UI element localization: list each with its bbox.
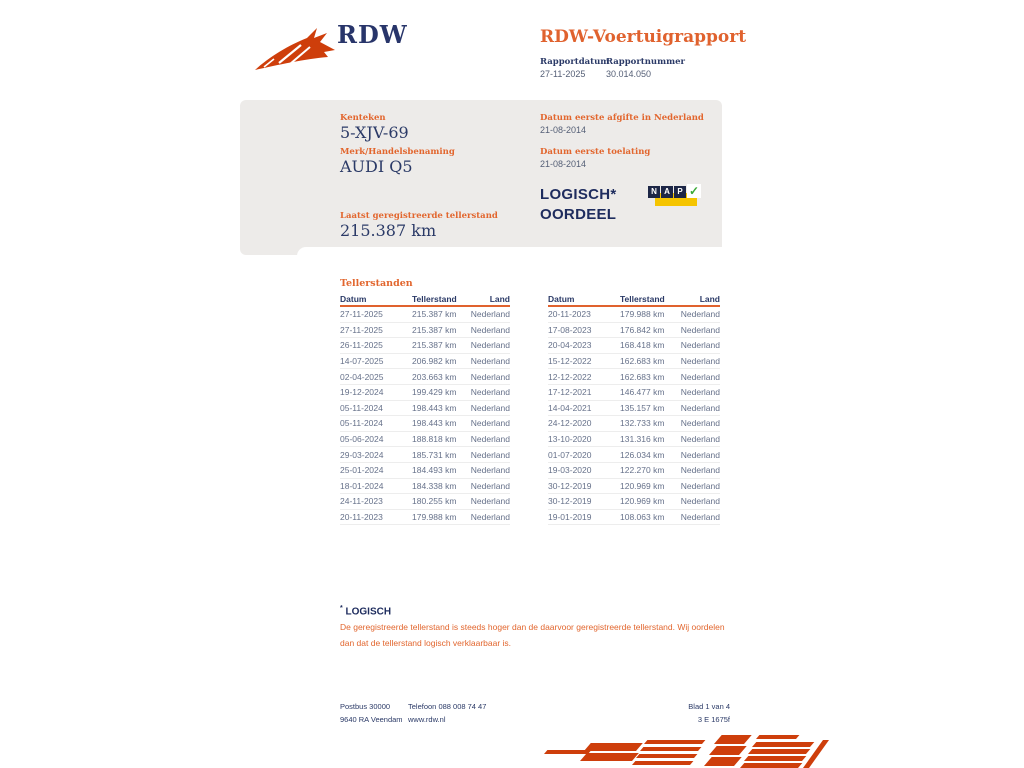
country-cell: Nederland: [680, 356, 720, 367]
country-cell: Nederland: [470, 496, 510, 507]
country-cell: Nederland: [470, 480, 510, 491]
table-row: [340, 307, 510, 323]
date-cell: 20-11-2023: [548, 309, 591, 320]
table-row: [548, 369, 720, 385]
table-row: [340, 416, 510, 432]
date-cell: 18-01-2024: [340, 480, 384, 491]
table-row: [340, 369, 510, 385]
table-header: [548, 290, 720, 307]
footer-website: www.rdw.nl: [408, 715, 446, 724]
date-cell: 25-01-2024: [340, 465, 384, 476]
country-cell: Nederland: [470, 449, 510, 460]
merk-label: Merk/Handelsbenaming: [340, 147, 455, 157]
odometer-cell: 131.316 km: [620, 434, 665, 445]
footer-contact: [408, 700, 486, 726]
odometer-cell: 199.429 km: [412, 387, 457, 398]
note-text: De geregistreerde tellerstand is steeds hoger dan de daarvoor geregistreerde tellerstand. Wij oordelen dan dat de tellerstand logisch verklaarbaar is.: [340, 622, 725, 648]
odometer-table-left: [340, 290, 510, 525]
odometer-cell: 184.493 km: [412, 465, 457, 476]
col-header-land: Land: [699, 294, 720, 304]
footer-address-line1: Postbus 30000: [340, 702, 391, 711]
odometer-cell: 215.387 km: [412, 309, 457, 320]
odometer-cell: 132.733 km: [620, 418, 665, 429]
table-row: [548, 432, 720, 448]
table-row: [340, 323, 510, 339]
country-cell: Nederland: [680, 496, 720, 507]
toelating-value: 21-08-2014: [540, 159, 587, 169]
merk-value: AUDI Q5: [340, 157, 413, 176]
report-title: RDW-Voertuigrapport: [540, 27, 747, 47]
date-cell: 30-12-2019: [548, 480, 592, 491]
country-cell: Nederland: [470, 324, 510, 335]
country-cell: Nederland: [680, 402, 720, 413]
table-header: [340, 290, 510, 307]
col-header-land: Land: [489, 294, 510, 304]
country-cell: Nederland: [680, 465, 720, 476]
country-cell: Nederland: [470, 371, 510, 382]
country-cell: Nederland: [470, 340, 510, 351]
table-body: [548, 307, 720, 525]
odometer-cell: 180.255 km: [412, 496, 457, 507]
bottom-stripes-graphic-icon: [540, 735, 832, 768]
date-cell: 13-10-2020: [548, 434, 592, 445]
footer-address-line2: 9640 RA Veendam: [340, 715, 403, 724]
oordeel-text: [540, 185, 617, 225]
table-row: [548, 447, 720, 463]
table-row: [548, 385, 720, 401]
date-cell: 30-12-2019: [548, 496, 592, 507]
country-cell: Nederland: [680, 340, 720, 351]
country-cell: Nederland: [470, 512, 510, 523]
table-row: [548, 494, 720, 510]
odometer-cell: 108.063 km: [620, 512, 665, 523]
col-header-datum: Datum: [340, 294, 367, 304]
date-cell: 02-04-2025: [340, 371, 384, 382]
country-cell: Nederland: [680, 371, 720, 382]
table-row: [548, 338, 720, 354]
tellerstand-label: Laatst geregistreerde tellerstand: [340, 211, 498, 221]
table-row: [340, 401, 510, 417]
table-row: [548, 510, 720, 526]
country-cell: Nederland: [680, 418, 720, 429]
odometer-table-right: [548, 290, 720, 525]
table-row: [340, 479, 510, 495]
date-cell: 17-12-2021: [548, 387, 592, 398]
report-number-value: 30.014.050: [606, 69, 652, 79]
table-row: [340, 494, 510, 510]
date-cell: 15-12-2022: [548, 356, 592, 367]
col-header-tellerstand: Tellerstand: [412, 294, 457, 304]
country-cell: Nederland: [470, 434, 510, 445]
date-cell: 26-11-2025: [340, 340, 383, 351]
odometer-cell: 120.969 km: [620, 480, 665, 491]
table-row: [340, 447, 510, 463]
nap-letter-n: N: [648, 186, 660, 198]
date-cell: 17-08-2023: [548, 324, 592, 335]
country-cell: Nederland: [470, 356, 510, 367]
nap-logo: [648, 184, 706, 210]
afgifte-label: Datum eerste afgifte in Nederland: [540, 113, 704, 123]
country-cell: Nederland: [470, 309, 510, 320]
date-cell: 20-04-2023: [548, 340, 592, 351]
date-cell: 14-04-2021: [548, 402, 592, 413]
footer-address: [340, 700, 403, 726]
odometer-cell: 162.683 km: [620, 371, 665, 382]
date-cell: 14-07-2025: [340, 356, 384, 367]
odometer-cell: 215.387 km: [412, 340, 457, 351]
odometer-cell: 198.443 km: [412, 418, 457, 429]
footer-phone: Telefoon 088 008 74 47: [408, 702, 487, 711]
note-title-text: LOGISCH: [345, 606, 392, 618]
table-row: [340, 385, 510, 401]
vehicle-summary-panel: [240, 100, 722, 255]
odometer-cell: 126.034 km: [620, 449, 665, 460]
country-cell: Nederland: [680, 309, 720, 320]
odometer-cell: 122.270 km: [620, 465, 665, 476]
table-row: [548, 354, 720, 370]
footer-page-info: [540, 700, 730, 726]
date-cell: 05-06-2024: [340, 434, 384, 445]
table-row: [340, 510, 510, 526]
table-row: [548, 479, 720, 495]
table-body: [340, 307, 510, 525]
oordeel-line1: LOGISCH*: [540, 186, 617, 203]
toelating-label: Datum eerste toelating: [540, 147, 651, 157]
country-cell: Nederland: [470, 402, 510, 413]
odometer-cell: 215.387 km: [412, 324, 457, 335]
country-cell: Nederland: [680, 449, 720, 460]
date-cell: 05-11-2024: [340, 402, 383, 413]
date-cell: 29-03-2024: [340, 449, 384, 460]
date-cell: 19-03-2020: [548, 465, 592, 476]
date-cell: 05-11-2024: [340, 418, 383, 429]
date-cell: 19-01-2019: [548, 512, 592, 523]
kenteken-label: Kenteken: [340, 113, 386, 123]
col-header-tellerstand: Tellerstand: [620, 294, 665, 304]
country-cell: Nederland: [470, 387, 510, 398]
odometer-cell: 198.443 km: [412, 402, 457, 413]
odometer-cell: 135.157 km: [620, 402, 665, 413]
note-asterisk: *: [340, 605, 343, 612]
country-cell: Nederland: [470, 418, 510, 429]
odometer-cell: 188.818 km: [412, 434, 457, 445]
report-date-label: Rapportdatum: [540, 57, 610, 67]
nap-checkmark-icon: ✓: [688, 184, 700, 198]
country-cell: Nederland: [470, 465, 510, 476]
table-row: [548, 401, 720, 417]
table-row: [340, 338, 510, 354]
footer-page-indicator: Blad 1 van 4: [688, 702, 730, 711]
table-row: [340, 463, 510, 479]
table-row: [548, 416, 720, 432]
kenteken-value: 5-XJV-69: [340, 123, 409, 142]
date-cell: 19-12-2024: [340, 387, 384, 398]
date-cell: 20-11-2023: [340, 512, 383, 523]
odometer-cell: 120.969 km: [620, 496, 665, 507]
odometer-cell: 162.683 km: [620, 356, 665, 367]
odometer-cell: 206.982 km: [412, 356, 457, 367]
afgifte-value: 21-08-2014: [540, 125, 587, 135]
nap-letter-a: A: [661, 186, 673, 198]
country-cell: Nederland: [680, 324, 720, 335]
col-header-datum: Datum: [548, 294, 575, 304]
date-cell: 01-07-2020: [548, 449, 592, 460]
footer-form-code: 3 E 1675f: [697, 715, 730, 724]
nap-letter-p: P: [674, 186, 686, 198]
odometer-cell: 179.988 km: [620, 309, 665, 320]
table-row: [548, 463, 720, 479]
country-cell: Nederland: [680, 480, 720, 491]
country-cell: Nederland: [680, 512, 720, 523]
rdw-wordmark: RDW: [337, 20, 408, 49]
report-number-label: Rapportnummer: [606, 57, 685, 67]
date-cell: 27-11-2025: [340, 309, 383, 320]
table-row: [548, 323, 720, 339]
odometer-cell: 168.418 km: [620, 340, 665, 351]
table-row: [340, 432, 510, 448]
country-cell: Nederland: [680, 387, 720, 398]
date-cell: 24-12-2020: [548, 418, 592, 429]
odometer-cell: 184.338 km: [412, 480, 457, 491]
tellerstanden-title: Tellerstanden: [340, 278, 413, 289]
odometer-cell: 185.731 km: [412, 449, 457, 460]
oordeel-line2: OORDEEL: [540, 206, 617, 223]
odometer-cell: 176.842 km: [620, 324, 665, 335]
odometer-cell: 179.988 km: [412, 512, 457, 523]
date-cell: 27-11-2025: [340, 324, 383, 335]
odometer-cell: 146.477 km: [620, 387, 665, 398]
panel-notch: [297, 247, 727, 257]
date-cell: 12-12-2022: [548, 371, 592, 382]
country-cell: Nederland: [680, 434, 720, 445]
odometer-cell: 203.663 km: [412, 371, 457, 382]
table-row: [340, 354, 510, 370]
rdw-bird-logo-icon: [253, 26, 337, 72]
table-row: [548, 307, 720, 323]
report-date-value: 27-11-2025: [540, 69, 586, 79]
note-title: [340, 605, 391, 617]
tellerstand-value: 215.387 km: [340, 221, 437, 240]
date-cell: 24-11-2023: [340, 496, 383, 507]
